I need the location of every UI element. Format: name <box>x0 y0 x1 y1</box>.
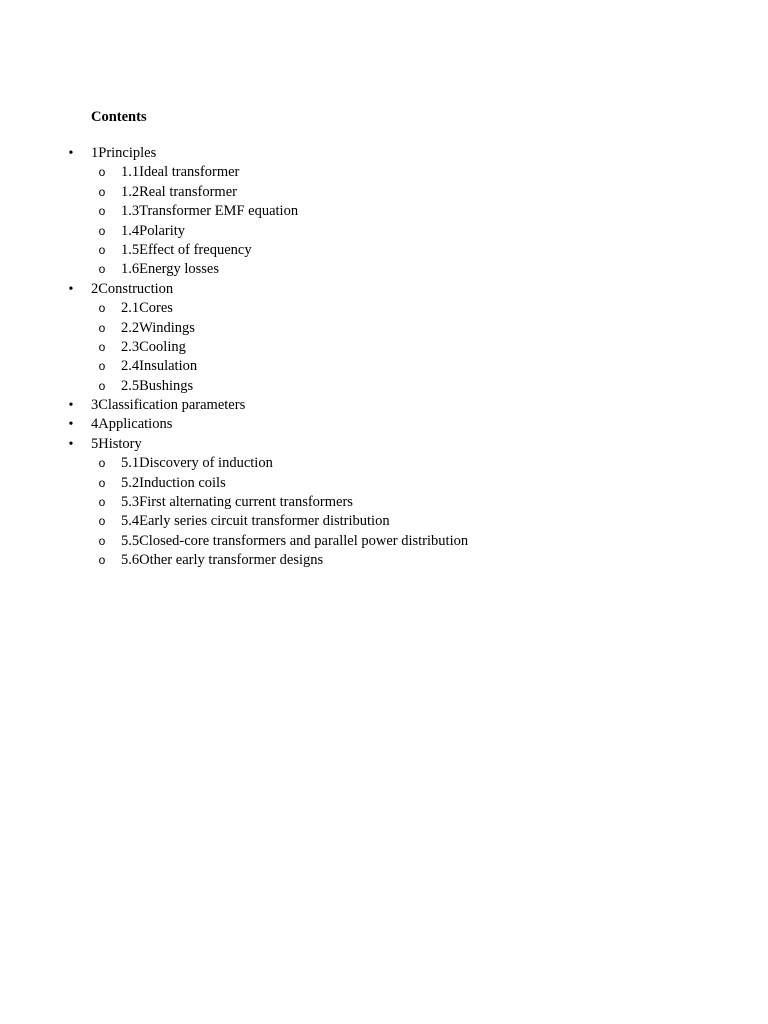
toc-subsection-link[interactable]: 5.3First alternating current transformers <box>121 494 353 511</box>
contents-heading: Contents <box>91 109 147 125</box>
toc-subsection-row <box>0 493 768 512</box>
bullet-icon: • <box>68 436 74 452</box>
toc-section-row <box>0 396 768 415</box>
toc-section-link[interactable]: 2Construction <box>91 280 174 297</box>
bullet-icon: • <box>68 281 74 297</box>
sub-bullet-icon: o <box>98 359 106 374</box>
sub-bullet-icon: o <box>98 553 106 568</box>
toc-subsection-link[interactable]: 1.2Real transformer <box>121 183 237 200</box>
toc-subsection-link[interactable]: 5.1Discovery of induction <box>121 455 273 472</box>
bullet-icon: • <box>68 146 74 161</box>
toc-section-row <box>0 280 768 299</box>
toc-section-link[interactable]: 3Classification parameters <box>91 397 246 414</box>
toc-subsection-link[interactable]: 1.3Transformer EMF equation <box>121 203 299 220</box>
sub-bullet-icon: o <box>98 514 106 529</box>
toc-subsection-row <box>0 202 768 221</box>
sub-bullet-icon: o <box>98 262 106 277</box>
sub-bullet-icon: o <box>98 456 106 471</box>
toc-subsection-link[interactable]: 1.6Energy losses <box>121 261 220 278</box>
toc-subsection-row <box>0 512 768 531</box>
toc-subsection-row <box>0 338 768 357</box>
toc-subsection-row <box>0 357 768 376</box>
toc-subsection-link[interactable]: 1.1Ideal transformer <box>121 164 240 181</box>
toc-subsection-link[interactable]: 2.5Bushings <box>121 377 194 394</box>
toc-subsection-row <box>0 377 768 396</box>
toc-section-link[interactable]: 5History <box>91 435 142 452</box>
sub-bullet-icon: o <box>98 533 106 548</box>
toc-subsection-link[interactable]: 1.4Polarity <box>121 222 186 239</box>
bullet-icon: • <box>68 417 74 433</box>
toc-subsection-row <box>0 474 768 493</box>
sub-bullet-icon: o <box>98 204 106 219</box>
toc-subsection-row <box>0 260 768 279</box>
toc-subsection-row <box>0 551 768 570</box>
bullet-icon: • <box>68 398 74 414</box>
toc-section-row <box>0 144 768 163</box>
toc-subsection-row <box>0 454 768 473</box>
sub-bullet-icon: o <box>98 223 106 238</box>
sub-bullet-icon: o <box>98 184 106 199</box>
toc-subsection-link[interactable]: 5.4Early series circuit transformer distribution <box>121 513 390 530</box>
sub-bullet-icon: o <box>98 475 106 490</box>
toc-subsection-row <box>0 241 768 260</box>
table-of-contents <box>0 144 768 571</box>
toc-subsection-link[interactable]: 2.2Windings <box>121 319 195 336</box>
toc-subsection-row <box>0 532 768 551</box>
sub-bullet-icon: o <box>98 320 106 335</box>
sub-bullet-icon: o <box>98 242 106 257</box>
toc-subsection-link[interactable]: 2.1Cores <box>121 300 173 317</box>
sub-bullet-icon: o <box>98 165 106 180</box>
toc-subsection-link[interactable]: 2.3Cooling <box>121 338 186 355</box>
toc-subsection-link[interactable]: 2.4Insulation <box>121 358 198 375</box>
toc-subsection-row <box>0 299 768 318</box>
toc-subsection-row <box>0 183 768 202</box>
toc-subsection-link[interactable]: 1.5Effect of frequency <box>121 241 252 258</box>
toc-subsection-row <box>0 319 768 338</box>
toc-subsection-row <box>0 163 768 182</box>
sub-bullet-icon: o <box>98 339 106 354</box>
sub-bullet-icon: o <box>98 495 106 510</box>
toc-subsection-row <box>0 222 768 241</box>
sub-bullet-icon: o <box>98 378 106 393</box>
toc-subsection-link[interactable]: 5.6Other early transformer designs <box>121 552 324 569</box>
toc-section-link[interactable]: 1Principles <box>91 145 157 161</box>
toc-section-row <box>0 435 768 454</box>
toc-section-link[interactable]: 4Applications <box>91 416 173 433</box>
toc-subsection-link[interactable]: 5.2Induction coils <box>121 474 226 491</box>
toc-section-row <box>0 415 768 434</box>
toc-subsection-link[interactable]: 5.5Closed-core transformers and parallel power distribution <box>121 532 469 549</box>
sub-bullet-icon: o <box>98 301 106 316</box>
